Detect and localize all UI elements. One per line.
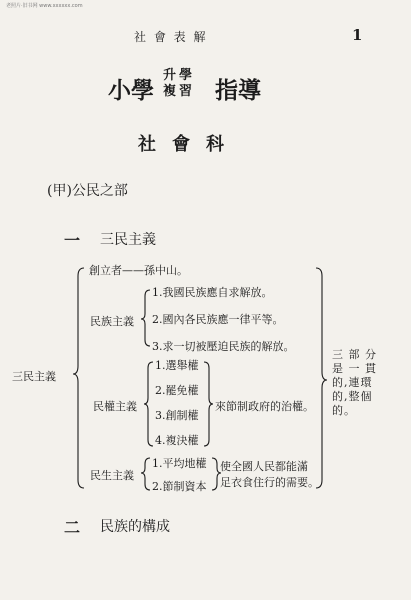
watermark: 老照片·旧书网 www.xxxxxx.com (6, 3, 83, 9)
subtitle: 社會科 (138, 134, 240, 155)
section-2-title: 民族的構成 (100, 519, 170, 535)
summary-line: 的,連環 (332, 376, 373, 389)
title-small-top: 升學 (163, 68, 196, 83)
democracy-item: 2.罷免權 (155, 384, 199, 397)
part-label: (甲)公民之部 (47, 183, 128, 199)
livelihood-item: 1.平均地權 (152, 457, 207, 470)
summary-line: 的。 (332, 404, 356, 417)
livelihood-item: 2.節制資本 (152, 480, 207, 493)
democracy-item: 3.創制權 (155, 409, 199, 422)
page-number: 1 (352, 26, 363, 44)
democracy-note: 來節制政府的治權。 (215, 400, 314, 413)
nationalism-label: 民族主義 (90, 315, 134, 328)
title-small-bottom: 複習 (163, 84, 196, 99)
summary-line: 的,整個 (332, 390, 373, 403)
livelihood-label: 民生主義 (90, 469, 134, 482)
nationalism-item: 3.求一切被壓迫民族的解放。 (152, 340, 295, 353)
nationalism-item: 2.國內各民族應一律平等。 (152, 313, 284, 326)
title-part1: 小學 (108, 77, 154, 104)
section-1-number: 一 (64, 231, 81, 250)
running-title: 社 會 表 解 (134, 30, 208, 44)
livelihood-note: 使全國人民都能滿 (220, 460, 308, 473)
democracy-item: 4.複決權 (155, 434, 199, 447)
democracy-item: 1.選舉權 (155, 359, 199, 372)
outline-root-label: 三民主義 (12, 370, 56, 383)
section-1-title: 三民主義 (100, 232, 156, 248)
summary-line: 是 一 貫 (332, 362, 377, 375)
nationalism-item: 1.我國民族應自求解放。 (152, 286, 273, 299)
summary-line: 三 部 分 (332, 348, 377, 361)
livelihood-note: 足衣食住行的需要。 (220, 476, 319, 489)
democracy-label: 民權主義 (93, 400, 137, 413)
title-part2: 指導 (215, 77, 261, 104)
founder-line: 創立者——孫中山。 (89, 264, 188, 277)
section-2-number: 二 (64, 518, 81, 537)
